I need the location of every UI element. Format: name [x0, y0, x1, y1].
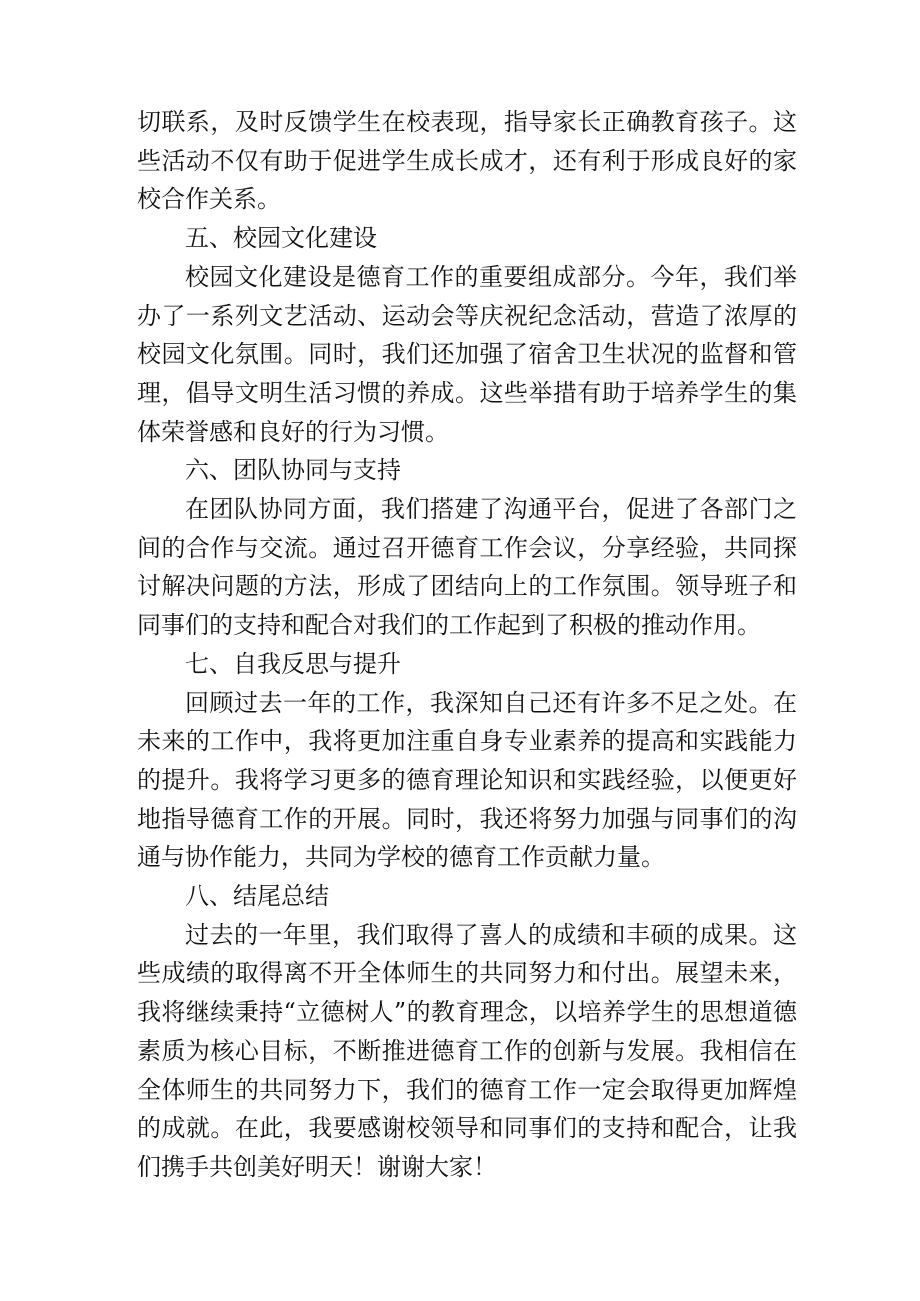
paragraph-self-reflection: 回顾过去一年的工作，我深知自己还有许多不足之处。在未来的工作中，我将更加注重自身专业素养的提高和实践能力的提升。我将学习更多的德育理论知识和实践经验，以便更好地指导德育工作的开展。同时，我还将努力加强与同事们的沟通与协作能力，共同为学校的德育工作贡献力量。	[137, 688, 797, 872]
section-heading-team-collaboration: 六、团队协同与支持	[185, 456, 401, 485]
section-heading-conclusion: 八、结尾总结	[185, 882, 329, 911]
paragraph-team-collaboration: 在团队协同方面，我们搭建了沟通平台，促进了各部门之间的合作与交流。通过召开德育工作会议，分享经验，共同探讨解决问题的方法，形成了团结向上的工作氛围。领导班子和同事们的支持和配合对我们的工作起到了积极的推动作用。	[137, 495, 797, 640]
paragraph-campus-culture: 校园文化建设是德育工作的重要组成部分。今年，我们举办了一系列文艺活动、运动会等庆祝纪念活动，营造了浓厚的校园文化氛围。同时，我们还加强了宿舍卫生状况的监督和管理，倡导文明生活习惯的养成。这些举措有助于培养学生的集体荣誉感和良好的行为习惯。	[137, 262, 797, 446]
section-heading-self-reflection: 七、自我反思与提升	[185, 649, 401, 678]
document-body	[137, 103, 797, 1187]
section-heading-campus-culture: 五、校园文化建设	[185, 224, 377, 253]
paragraph-home-school-cooperation: 切联系，及时反馈学生在校表现，指导家长正确教育孩子。这些活动不仅有助于促进学生成长成才，还有利于形成良好的家校合作关系。	[137, 108, 797, 214]
paragraph-conclusion: 过去的一年里，我们取得了喜人的成绩和丰硕的成果。这些成绩的取得离不开全体师生的共同努力和付出。展望未来，我将继续秉持“立德树人”的教育理念，以培养学生的思想道德素质为核心目标，不断推进德育工作的创新与发展。我相信在全体师生的共同努力下，我们的德育工作一定会取得更加辉煌的成就。在此，我要感谢校领导和同事们的支持和配合，让我们携手共创美好明天！谢谢大家！	[137, 920, 797, 1181]
